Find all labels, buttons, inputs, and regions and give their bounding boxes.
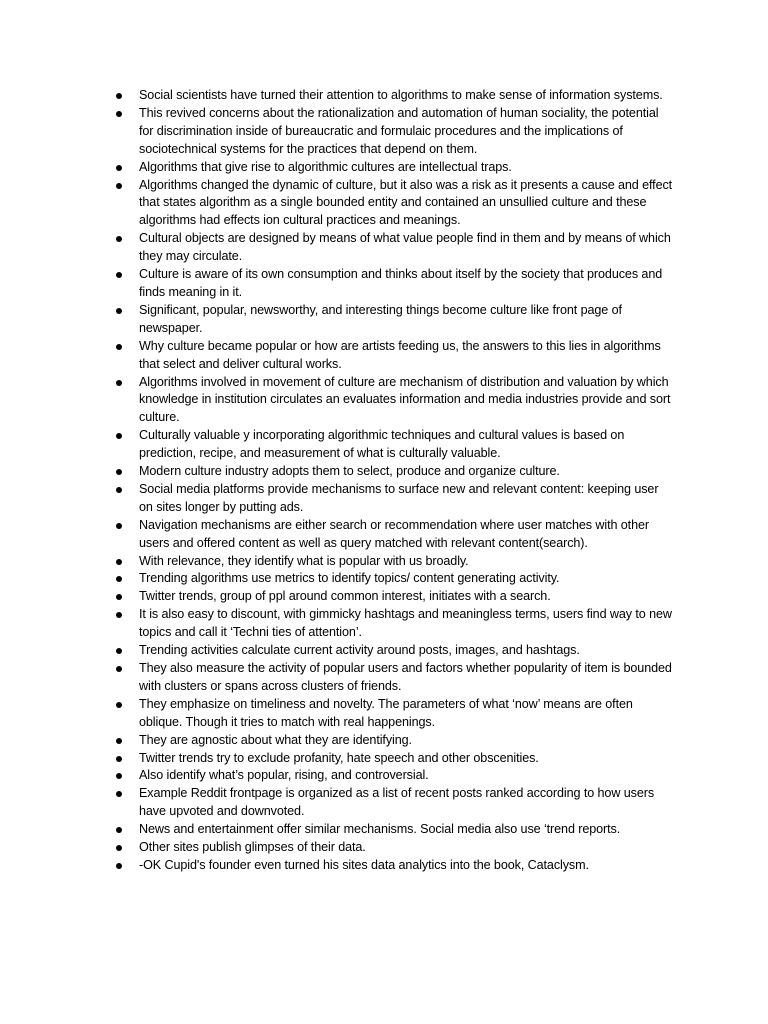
bullet-text: Other sites publish glimpses of their data. — [139, 840, 366, 855]
bullet-item — [114, 427, 674, 463]
bullet-item — [114, 785, 674, 821]
bullet-text: Trending algorithms use metrics to identify topics/ content generating activity. — [139, 571, 560, 586]
bullet-item — [114, 732, 674, 750]
bullet-item — [114, 105, 674, 159]
bullet-item — [114, 159, 674, 177]
bullet-item — [114, 588, 674, 606]
bullet-text: Why culture became popular or how are artists feeding us, the answers to this lies in algorithms that select and deliver cultural works. — [139, 338, 661, 371]
bullet-dot-icon — [116, 648, 122, 654]
bullet-item — [114, 517, 674, 553]
bullet-item — [114, 463, 674, 481]
bullet-dot-icon — [116, 594, 122, 600]
bullet-item — [114, 302, 674, 338]
bullet-item — [114, 660, 674, 696]
bullet-item — [114, 553, 674, 571]
bullet-item — [114, 839, 674, 857]
bullet-dot-icon — [116, 433, 122, 439]
bullet-dot-icon — [116, 773, 122, 779]
bullet-item — [114, 338, 674, 374]
bullet-text: Twitter trends try to exclude profanity, hate speech and other obscenities. — [139, 750, 539, 765]
bullet-dot-icon — [116, 165, 122, 171]
bullet-dot-icon — [116, 791, 122, 797]
bullet-text: It is also easy to discount, with gimmicky hashtags and meaningless terms, users find way to new topics and call it ‘Techni ties of attention’. — [139, 607, 672, 640]
bullet-dot-icon — [116, 863, 122, 869]
bullet-dot-icon — [116, 380, 122, 386]
bullet-dot-icon — [116, 344, 122, 350]
bullet-text: Trending activities calculate current activity around posts, images, and hashtags. — [139, 643, 580, 658]
bullet-dot-icon — [116, 702, 122, 708]
bullet-dot-icon — [116, 738, 122, 744]
bullet-dot-icon — [116, 666, 122, 672]
bullet-dot-icon — [116, 827, 122, 833]
bullet-dot-icon — [116, 272, 122, 278]
bullet-dot-icon — [116, 93, 122, 99]
bullet-dot-icon — [116, 183, 122, 189]
bullet-text: Culture is aware of its own consumption and thinks about itself by the society that produces and finds meaning in it. — [139, 267, 663, 299]
bullet-dot-icon — [116, 111, 122, 117]
bullet-text: Navigation mechanisms are either search or recommendation where user matches with other users and offered content as well as query matched with relevant content(search). — [139, 517, 649, 550]
bullet-text: News and entertainment offer similar mechanisms. Social media also use ‘trend reports. — [139, 822, 621, 837]
bullet-text: Cultural objects are designed by means of what value people find in them and by means of which they may circulate. — [139, 231, 671, 264]
bullet-dot-icon — [116, 756, 122, 762]
bullet-text: Algorithms involved in movement of culture are mechanism of distribution and valuation by which knowledge in institution circulates an evaluates information and media industries provide and sort culture. — [139, 374, 671, 425]
bullet-dot-icon — [116, 523, 122, 529]
bullet-dot-icon — [116, 559, 122, 565]
bullet-text: They are agnostic about what they are identifying. — [139, 732, 412, 747]
bullet-text: Algorithms that give rise to algorithmic cultures are intellectual traps. — [139, 159, 512, 174]
bullet-item — [114, 177, 674, 231]
bullet-text: They emphasize on timeliness and novelty. The parameters of what ‘now’ means are often oblique. Though it tries to match with real happenings. — [139, 696, 633, 729]
bullet-item — [114, 767, 674, 785]
bullet-dot-icon — [116, 487, 122, 493]
bullet-item — [114, 87, 674, 105]
bullet-text: Example Reddit frontpage is organized as a list of recent posts ranked according to how users have upvoted and downvoted. — [139, 786, 655, 819]
bullet-dot-icon — [116, 469, 122, 475]
bullet-text: With relevance, they identify what is popular with us broadly. — [139, 553, 469, 568]
bullet-item — [114, 750, 674, 768]
bullet-text: Significant, popular, newsworthy, and interesting things become culture like front page of newspaper. — [139, 302, 622, 335]
bullet-text: Algorithms changed the dynamic of culture, but it also was a risk as it presents a cause and effect that states algorithm as a single bounded entity and contained an unsullied culture and these algorithms had effects ion cultural practices and meanings. — [139, 177, 673, 228]
bullet-dot-icon — [116, 612, 122, 618]
bullet-text: Also identify what’s popular, rising, and controversial. — [139, 768, 429, 783]
bullet-item — [114, 821, 674, 839]
bullet-item — [114, 481, 674, 517]
bullet-item — [114, 374, 674, 428]
bullet-item — [114, 266, 674, 302]
bullet-item — [114, 857, 674, 875]
bullet-item — [114, 642, 674, 660]
bullet-text: Twitter trends, group of ppl around common interest, initiates with a search. — [139, 589, 551, 604]
bullet-text: They also measure the activity of popular users and factors whether popularity of item is bounded with clusters or spans across clusters of friends. — [139, 661, 672, 693]
bullet-item — [114, 606, 674, 642]
bullet-text: -OK Cupid's founder even turned his sites data analytics into the book, Cataclysm. — [139, 857, 589, 872]
bullet-dot-icon — [116, 308, 122, 314]
bullet-text: Social media platforms provide mechanisms to surface new and relevant content: keeping user on sites longer by putting ads. — [139, 481, 659, 514]
bullet-item — [114, 570, 674, 588]
bullet-text: Social scientists have turned their attention to algorithms to make sense of information systems. — [139, 88, 663, 102]
bullet-item — [114, 696, 674, 732]
bullet-list — [114, 87, 674, 875]
bullet-item — [114, 230, 674, 266]
bullet-text: This revived concerns about the rationalization and automation of human sociality, the potential for discrimination inside of bureaucratic and formulaic procedures and the implications of sociotechnical systems for the practices that depend on them. — [139, 105, 659, 156]
bullet-dot-icon — [116, 236, 122, 242]
bullet-dot-icon — [116, 845, 122, 851]
bullet-text: Modern culture industry adopts them to select, produce and organize culture. — [139, 464, 560, 479]
bullet-dot-icon — [116, 576, 122, 582]
bullet-text: Culturally valuable y incorporating algorithmic techniques and cultural values is based on prediction, recipe, and measurement of what is culturally valuable. — [139, 428, 625, 461]
